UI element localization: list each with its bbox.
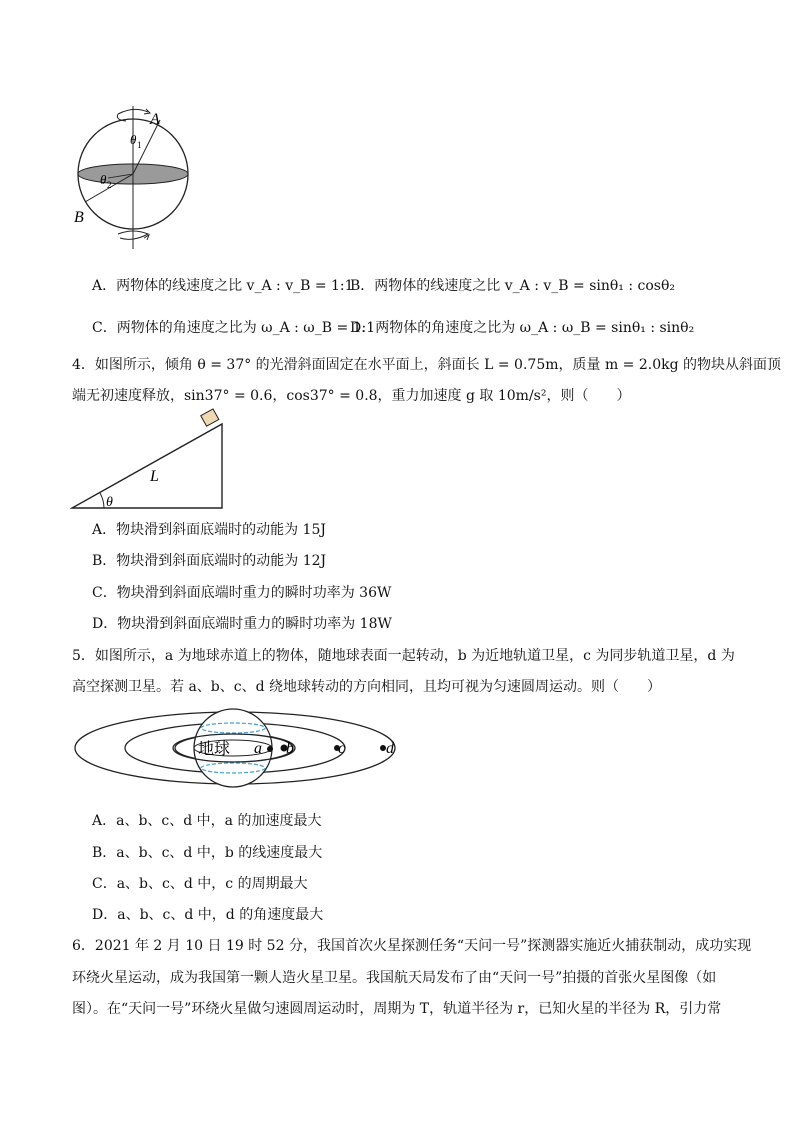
label-theta: θ [106, 495, 113, 510]
label-d: d [386, 740, 394, 757]
label-theta1-sub: 1 [137, 140, 142, 150]
label-a: a [254, 740, 262, 757]
rotating-sphere-figure [70, 104, 200, 254]
q3-option-a: A．两物体的线速度之比 v_A : v_B = 1:1 [92, 278, 354, 294]
q4-option-a: A．物块滑到斜面底端时的动能为 15J [92, 522, 326, 538]
q4-stem-line2: 端无初速度释放，sin37° = 0.6，cos37° = 0.8，重力加速度 g 取 10m/s²，则（ ） [72, 388, 631, 404]
q4-option-d: D．物块滑到斜面底端时重力的瞬时功率为 18W [92, 616, 392, 632]
label-theta1: θ [130, 132, 137, 147]
label-theta2-sub: 2 [107, 180, 112, 190]
q5-option-a: A．a、b、c、d 中，a 的加速度最大 [92, 813, 322, 829]
q6-line3: 图）。在“天问一号”环绕火星做匀速圆周运动时，周期为 T，轨道半径为 r，已知火星的半径为 R，引力常 [72, 1001, 722, 1017]
q3-option-c: C．两物体的角速度之比为 ω_A : ω_B = 1:1 [92, 320, 376, 336]
q3-option-d: D．两物体的角速度之比为 ω_A : ω_B = sinθ₁ : sinθ₂ [350, 320, 695, 336]
incline-figure [70, 408, 230, 512]
label-b: b [286, 740, 294, 757]
q6-line1: 6．2021 年 2 月 10 日 19 时 52 分，我国首次火星探测任务“天问一号”探测器实施近火捕获制动，成功实现 [72, 938, 752, 954]
label-theta2: θ [100, 172, 107, 187]
q4-option-c: C．物块滑到斜面底端时重力的瞬时功率为 36W [92, 585, 392, 601]
q5-stem-line2: 高空探测卫星。若 a、b、c、d 绕地球转动的方向相同，且均可视为匀速圆周运动。则（ ） [72, 679, 662, 695]
q5-option-c: C．a、b、c、d 中，c 的周期最大 [92, 876, 308, 892]
orbits-figure [70, 708, 410, 788]
q6-line2: 环绕火星运动，成为我国第一颗人造火星卫星。我国航天局发布了由“天问一号”拍摄的首张火星图像（如 [72, 970, 717, 986]
label-earth: 地球 [198, 741, 231, 758]
q3-option-b: B．两物体的线速度之比 v_A : v_B = sinθ₁ : cosθ₂ [350, 278, 676, 294]
label-c: c [338, 740, 346, 757]
q5-option-b: B．a、b、c、d 中，b 的线速度最大 [92, 845, 323, 861]
q5-option-d: D．a、b、c、d 中，d 的角速度最大 [92, 907, 324, 923]
q4-option-b: B．物块滑到斜面底端时的动能为 12J [92, 553, 327, 569]
q4-stem-line1: 4．如图所示，倾角 θ = 37° 的光滑斜面固定在水平面上，斜面长 L = 0.75m，质量 m = 2.0kg 的物块从斜面顶 [72, 357, 782, 373]
q5-stem-line1: 5．如图所示，a 为地球赤道上的物体，随地球表面一起转动，b 为近地轨道卫星，c 为同步轨道卫星，d 为 [72, 648, 735, 664]
label-a: A [150, 111, 160, 128]
label-l: L [150, 468, 159, 485]
label-b: B [74, 209, 84, 226]
